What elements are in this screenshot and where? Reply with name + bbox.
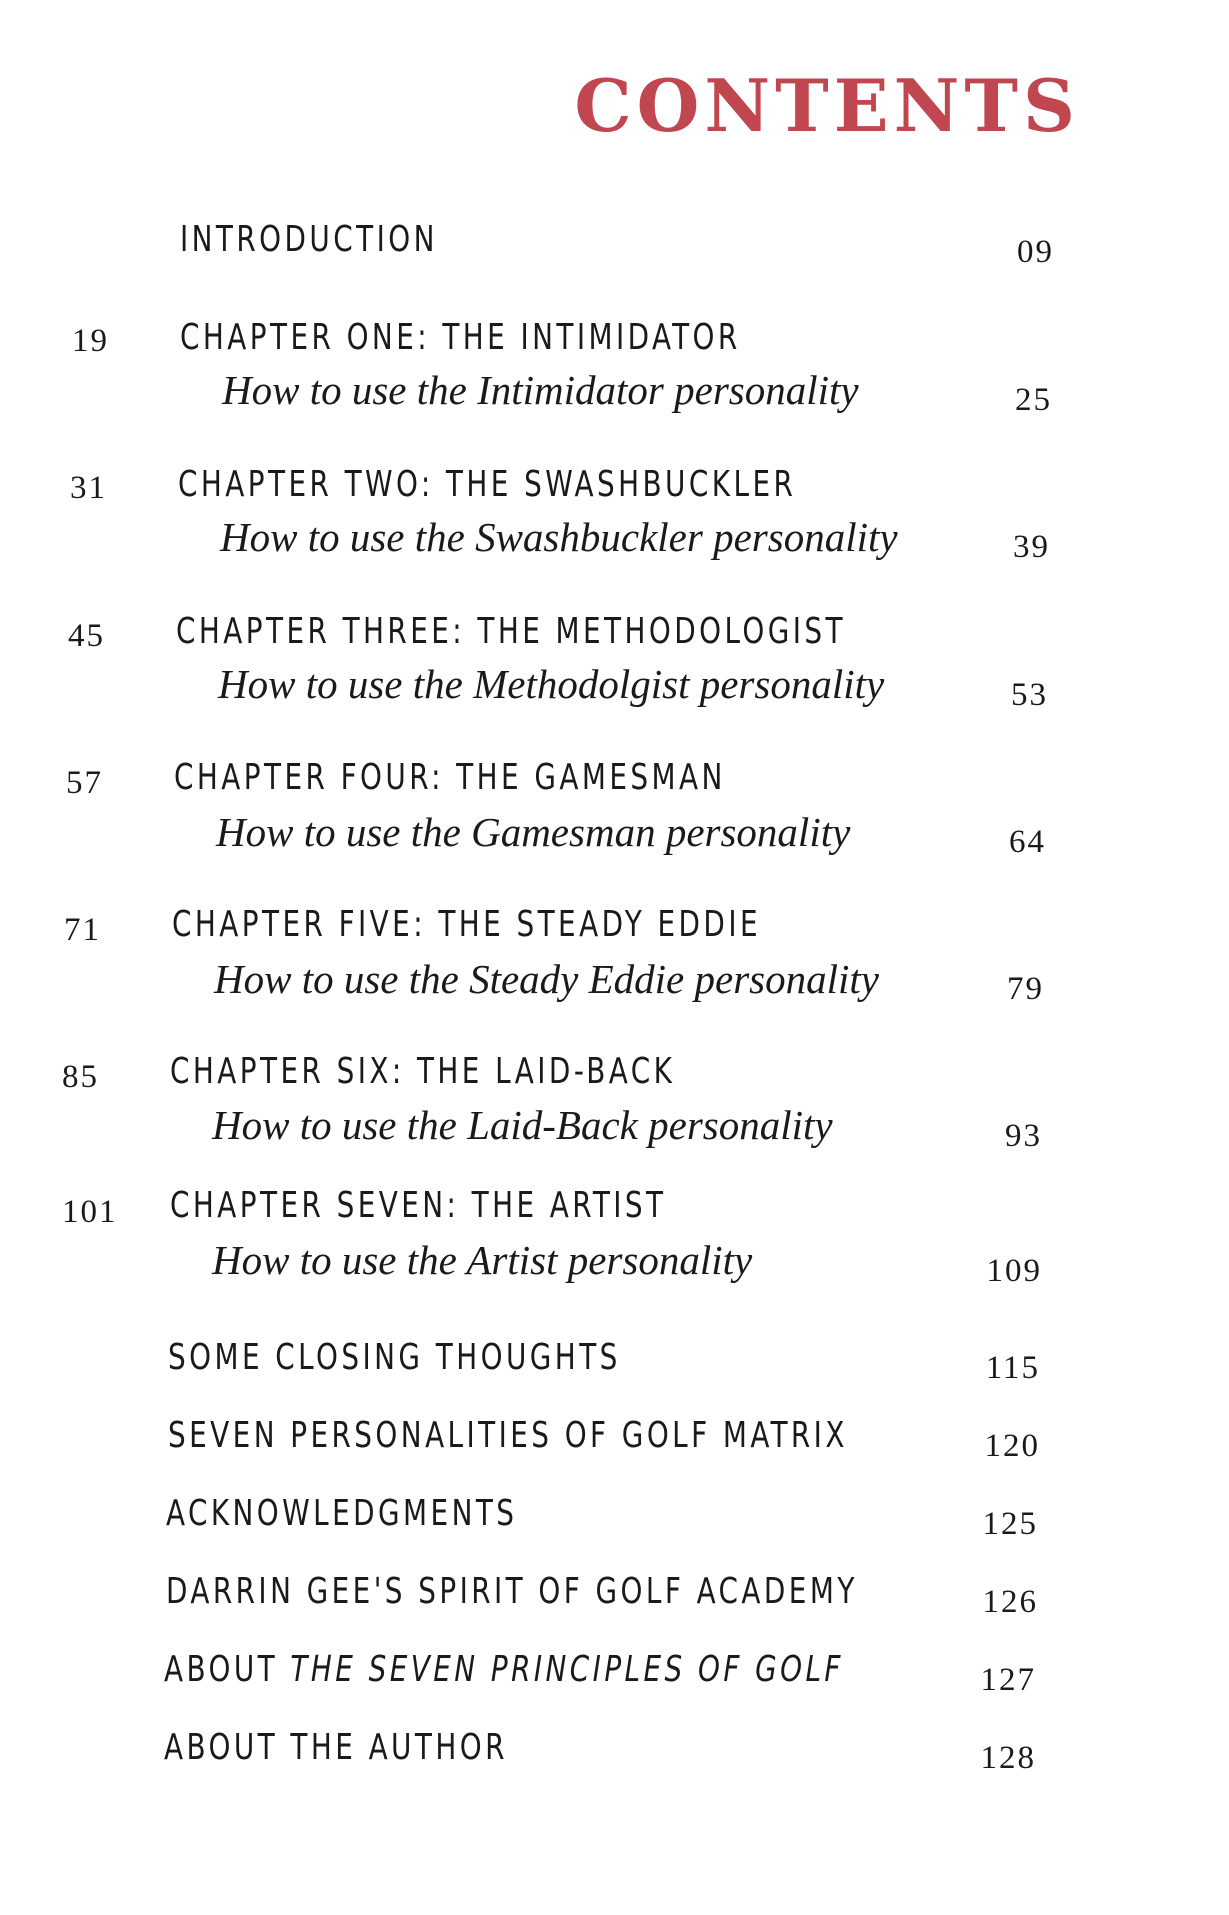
toc-heading: CHAPTER THREE: THE METHODOLOGIST bbox=[176, 611, 846, 652]
toc-heading: CHAPTER TWO: THE SWASHBUCKLER bbox=[178, 464, 797, 505]
toc-subtitle: How to use the Methodolgist personality bbox=[218, 661, 885, 707]
toc-heading bbox=[164, 1649, 844, 1690]
toc-heading: DARRIN GEE'S SPIRIT OF GOLF ACADEMY bbox=[166, 1571, 858, 1612]
toc-heading: CHAPTER ONE: THE INTIMIDATOR bbox=[180, 317, 741, 358]
toc-page-number: 79 bbox=[1007, 971, 1044, 1007]
toc-subtitle: How to use the Laid-Back personality bbox=[212, 1102, 833, 1148]
toc-subtitle: How to use the Steady Eddie personality bbox=[214, 956, 879, 1002]
toc-page-number: 109 bbox=[986, 1253, 1042, 1289]
toc-page-number: 64 bbox=[1009, 824, 1046, 860]
toc-page-number: 115 bbox=[985, 1350, 1040, 1386]
toc-page-number: 120 bbox=[984, 1428, 1040, 1464]
toc-page-number: 39 bbox=[1013, 529, 1050, 565]
toc-heading: INTRODUCTION bbox=[180, 219, 438, 260]
toc-page-number: 126 bbox=[982, 1584, 1038, 1620]
toc-heading: CHAPTER FIVE: THE STEADY EDDIE bbox=[172, 904, 762, 945]
toc-heading: SEVEN PERSONALITIES OF GOLF MATRIX bbox=[168, 1415, 848, 1456]
toc-page-number: 128 bbox=[980, 1740, 1036, 1776]
toc-page-number: 93 bbox=[1005, 1118, 1042, 1154]
toc-heading: ACKNOWLEDGMENTS bbox=[166, 1493, 518, 1534]
toc-page-number: 127 bbox=[980, 1662, 1036, 1698]
chapter-start-page: 85 bbox=[62, 1059, 99, 1095]
chapter-start-page: 19 bbox=[72, 323, 109, 359]
toc-heading: CHAPTER SEVEN: THE ARTIST bbox=[170, 1185, 667, 1226]
chapter-start-page: 57 bbox=[66, 765, 103, 801]
toc-heading-prefix: ABOUT bbox=[164, 1649, 279, 1690]
toc-subtitle: How to use the Gamesman personality bbox=[216, 809, 851, 855]
chapter-start-page: 101 bbox=[62, 1194, 118, 1230]
toc-page-number: 53 bbox=[1011, 677, 1048, 713]
chapter-start-page: 31 bbox=[70, 470, 107, 506]
toc-page-number: 25 bbox=[1015, 382, 1052, 418]
toc-page-number: 09 bbox=[1017, 234, 1054, 270]
toc-subtitle: How to use the Intimidator personality bbox=[222, 367, 859, 413]
toc-page-number: 125 bbox=[982, 1506, 1038, 1542]
toc-subtitle: How to use the Artist personality bbox=[212, 1237, 753, 1283]
toc-heading: CHAPTER SIX: THE LAID-BACK bbox=[170, 1051, 676, 1092]
toc-heading: ABOUT THE AUTHOR bbox=[164, 1727, 508, 1768]
chapter-start-page: 71 bbox=[64, 912, 101, 948]
page-title: CONTENTS bbox=[574, 63, 1080, 149]
book-title: THE SEVEN PRINCIPLES OF GOLF bbox=[290, 1649, 844, 1690]
toc-heading: SOME CLOSING THOUGHTS bbox=[168, 1337, 621, 1378]
toc-heading: CHAPTER FOUR: THE GAMESMAN bbox=[174, 757, 726, 798]
toc-subtitle: How to use the Swashbuckler personality bbox=[220, 514, 898, 560]
chapter-start-page: 45 bbox=[68, 618, 105, 654]
